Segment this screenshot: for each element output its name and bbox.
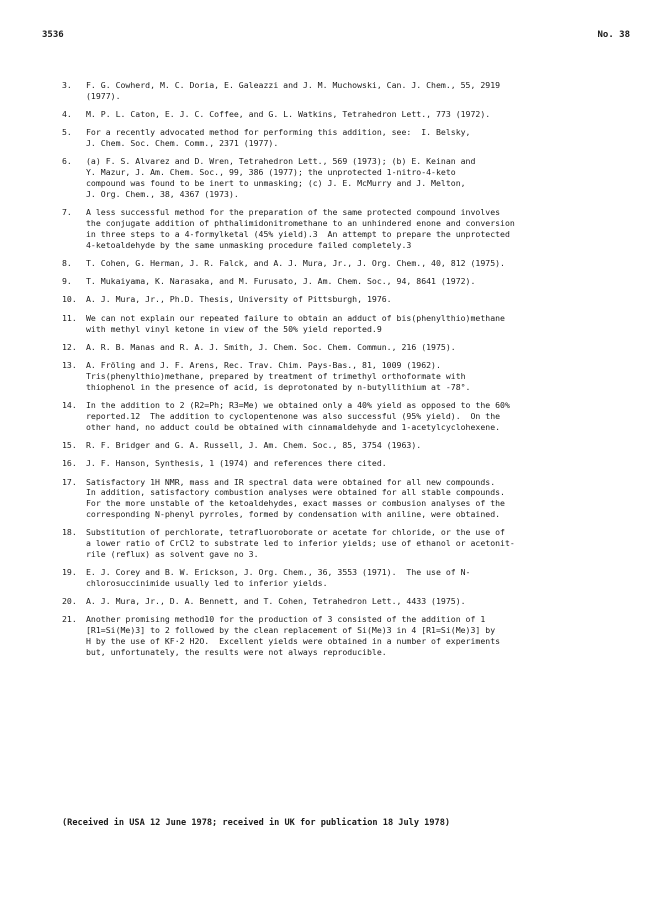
reference-text: F. G. Cowherd, M. C. Doria, E. Galeazzi and J. M. Muchowski, Can. J. Chem., 55, 2919 (1977). <box>86 80 501 101</box>
reference-text: A. R. B. Manas and R. A. J. Smith, J. Chem. Soc. Chem. Commun., 216 (1975). <box>86 341 456 352</box>
reference-text: A. J. Mura, Jr., D. A. Bennett, and T. Cohen, Tetrahedron Lett., 4433 (1975). <box>86 596 466 607</box>
reference-item <box>62 258 632 269</box>
reference-text: E. J. Corey and B. W. Erickson, J. Org. Chem., 36, 3553 (1971). The use of N- chlorosuccinimide usually led to inferior yields. <box>86 567 471 588</box>
reference-item <box>62 596 632 607</box>
reference-number: 9. <box>62 276 72 287</box>
reference-text: A. J. Mura, Jr., Ph.D. Thesis, University of Pittsburgh, 1976. <box>86 294 392 305</box>
reference-number: 8. <box>62 257 72 268</box>
reference-text: In the addition to 2 (R2=Ph; R3=Me) we obtained only a 40% yield as opposed to the 60% reported.12 The addition to cyclopentenone was also successful (95% yield). On the other hand, no adduct could be obtained with cinnamaldehyde and 1-acetylcyclohexene. <box>86 400 510 432</box>
reference-text: For a recently advocated method for performing this addition, see: I. Belsky, J. Chem. Soc. Chem. Comm., 2371 (1977). <box>86 127 471 149</box>
reference-text: M. P. L. Caton, E. J. C. Coffee, and G. L. Watkins, Tetrahedron Lett., 773 (1972). <box>86 109 491 120</box>
reference-number: 11. <box>62 312 77 323</box>
reference-text: We can not explain our repeated failure to obtain an adduct of bis(phenylthio)methane with methyl vinyl ketone in view of the 50% yield reported.9 <box>86 312 505 334</box>
journal-issue-number: No. 38 <box>597 30 630 40</box>
reference-item <box>62 127 632 149</box>
reference-text: (a) F. S. Alvarez and D. Wren, Tetrahedron Lett., 569 (1973); (b) E. Keinan and Y. Mazur, J. Am. Chem. Soc., 99, 386 (1977); the unprotected 1-nitro-4-keto compound was found to be inert to unmasking; (c) J. E. McMurry and J. Melton, J. Org. Chem., 38, 4367 (1973). <box>86 156 476 199</box>
reference-number: 14. <box>62 400 77 411</box>
reference-number: 19. <box>62 567 77 578</box>
reference-text: J. F. Hanson, Synthesis, 1 (1974) and references there cited. <box>86 458 387 469</box>
reference-text: R. F. Bridger and G. A. Russell, J. Am. Chem. Soc., 85, 3754 (1963). <box>86 439 422 450</box>
reference-item <box>62 400 632 432</box>
reference-number: 18. <box>62 527 77 538</box>
reference-number: 15. <box>62 439 77 450</box>
reference-number: 4. <box>62 109 72 120</box>
reference-item <box>62 313 632 335</box>
reference-number: 10. <box>62 294 77 305</box>
reference-item <box>62 294 632 305</box>
reference-text: T. Cohen, G. Herman, J. R. Falck, and A. J. Mura, Jr., J. Org. Chem., 40, 812 (1975). <box>86 257 505 268</box>
reference-text: Satisfactory 1H NMR, mass and IR spectral data were obtained for all new compounds. In addition, satisfactory combustion analyses were obtained for all stable compounds. For the more unstable of the ketoaldehydes, exact masses or combusion analyses of the corresponding N-phenyl pyrroles, formed by condensation with aniline, were obtained. <box>86 476 505 519</box>
reference-item <box>62 276 632 287</box>
reference-number: 13. <box>62 360 77 371</box>
reference-item <box>62 360 632 392</box>
reference-item <box>62 458 632 469</box>
reference-text: A. Fröling and J. F. Arens, Rec. Trav. Chim. Pays-Bas., 81, 1009 (1962). Tris(phenylthio)methane, prepared by treatment of trimethyl orthoformate with thiophenol in the presence of acid, is deprotonated by n-butyllithium at -78°. <box>86 360 471 392</box>
reference-item <box>62 156 632 199</box>
reference-number: 16. <box>62 458 77 469</box>
reference-item <box>62 440 632 451</box>
reference-number: 21. <box>62 614 77 625</box>
references-list <box>62 80 632 665</box>
reference-item <box>62 614 632 657</box>
reference-item <box>62 527 632 559</box>
reference-item <box>62 80 632 102</box>
reference-number: 12. <box>62 341 77 352</box>
reference-text: A less successful method for the preparation of the same protected compound involves the conjugate addition of phthalimidonitromethane to an unhindered enone and conversion in three steps to a 4-formylketal (45% yield).3 An attempt to prepare the unprotected 4-ketoaldehyde by the same unmasking procedure failed completely.3 <box>86 207 515 250</box>
page-number: 3536 <box>42 30 64 40</box>
reference-text: Another promising method10 for the production of 3 consisted of the addition of 1 [R1=Si(Me)3] to 2 followed by the clean replacement of Si(Me)3 in 4 [R1=Si(Me)3] by H by the use of KF·2 H2O. Excellent yields were obtained in a number of experiments but, unfortunately, the results were not always reproducible. <box>86 614 501 657</box>
reference-item <box>62 567 632 589</box>
reference-number: 3. <box>62 80 72 90</box>
reference-text: Substitution of perchlorate, tetrafluoroborate or acetate for chloride, or the use of a lower ratio of CrCl2 to substrate led to inferior yields; use of ethanol or acetonit- rile (reflux) as solvent gave no 3. <box>86 527 515 559</box>
reference-item <box>62 207 632 250</box>
reference-item <box>62 477 632 520</box>
reference-item <box>62 109 632 120</box>
reference-number: 5. <box>62 127 72 138</box>
reference-item <box>62 342 632 353</box>
reference-number: 20. <box>62 596 77 607</box>
reference-number: 17. <box>62 476 77 487</box>
reference-number: 6. <box>62 156 72 167</box>
reference-text: T. Mukaiyama, K. Narasaka, and M. Furusato, J. Am. Chem. Soc., 94, 8641 (1972). <box>86 276 476 287</box>
received-note: (Received in USA 12 June 1978; received in UK for publication 18 July 1978) <box>62 818 451 828</box>
reference-number: 7. <box>62 207 72 218</box>
